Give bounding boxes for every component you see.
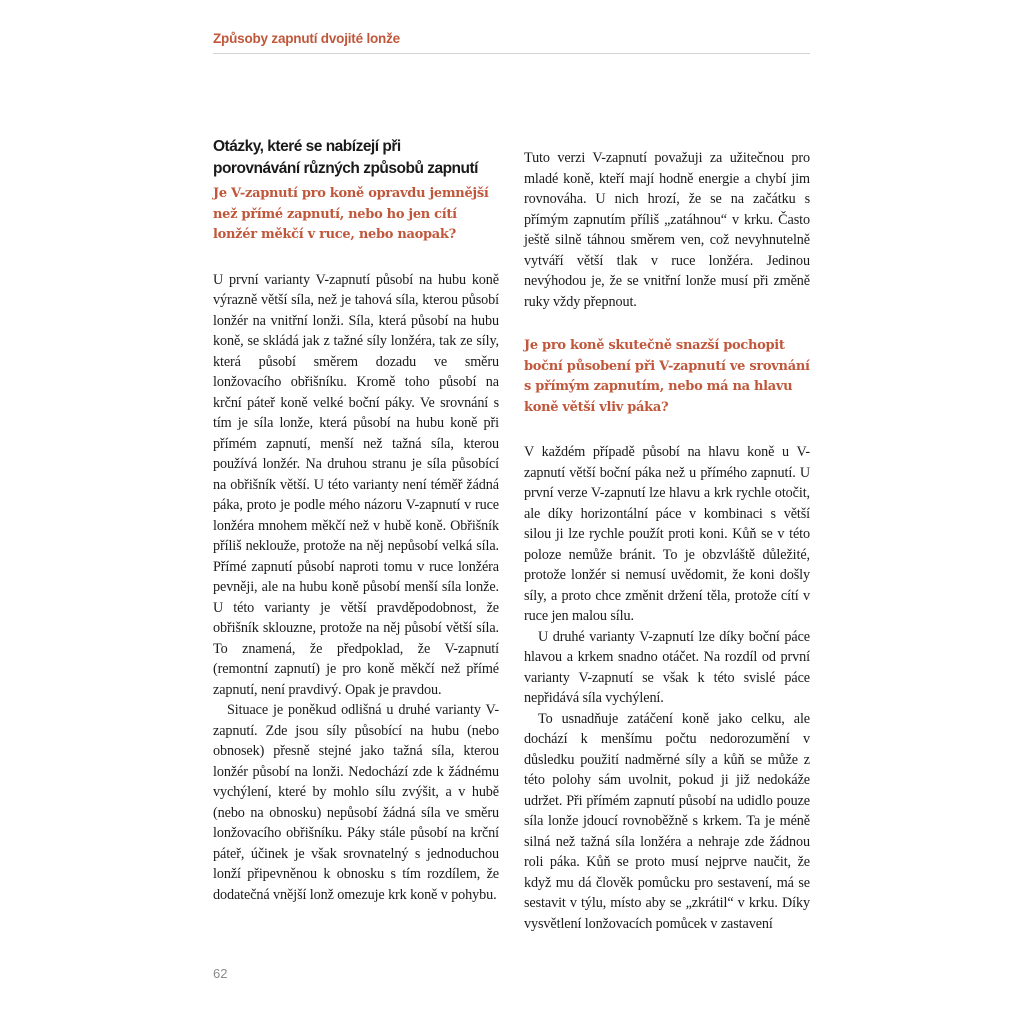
- page-number: 62: [213, 966, 228, 981]
- left-column: [213, 136, 499, 905]
- section-title-line-1: Otázky, které se nabízejí při: [213, 138, 401, 155]
- right-column: [524, 148, 810, 934]
- header-rule: [213, 53, 810, 54]
- running-header: Způsoby zapnutí dvojité lonže: [213, 31, 400, 46]
- question-heading-1: Je V-zapnutí pro koně opravdu jemnější než přímé zapnutí, nebo ho jen cítí lonžér měkčí v ruce, nebo naopak?: [213, 186, 489, 242]
- body-paragraph-1: U první varianty V-zapnutí působí na hubu koně výrazně větší síla, než je tahová síla, kterou působí lonžér na vnitřní lonži. Síla, která působí na hubu koně, se skládá jak z tažné síly lonžéra, tak ze síly, která působí směrem dozadu ve směru lonžovacího obřišníku. Kromě toho působí na krční páteř koně velké boční páky. Ve srovnání s tím je síla lonže, která působí na hubu koně při přímém zapnutí, menší než tažná síla, kterou používá lonžér. Na druhou stranu je síla působící na obřišník větší. U této varianty není téměř žádná páka, proto je podle mého názoru V-zapnutí v ruce lonžéra mnohem měkčí než v hubě koně. Obřišník příliš neklouže, protože na něj nepůsobí velká síla. Přímé zapnutí působí naproti tomu v ruce lonžéra pevněji, ale na hubu koně působí menší síla lonže. U této varianty je větší pravděpodobnost, že obřišník sklouzne, protože na něj působí větší síla. To znamená, že předpoklad, že V-zapnutí (remontní zapnutí) je pro koně měkčí než přímé zapnutí, není pravdivý. Opak je pravdou.: [213, 271, 499, 698]
- body-paragraph-2: Situace je poněkud odlišná u druhé varianty V-zapnutí. Zde jsou síly působící na hubu (nebo obnosek) přesně stejné jako tažná síla, kterou lonžér působí na lonži. Nedochází zde k žádnému vychýlení, které by mohlo sílu zvýšit, a v hubě (nebo na obnosku) nepůsobí žádná síla ve směru lonžovacího obřišníku. Páky stále působí na krční páteř, účinek je však srovnatelný s jednoduchou lonží připevněnou k obnosku s tím rozdílem, že dodatečná vnější lonž omezuje krk koně v pohybu.: [213, 702, 499, 903]
- section-title-line-2: porovnávání různých způsobů zapnutí: [213, 160, 478, 177]
- body-paragraph-3: Tuto verzi V-zapnutí považuji za užitečnou pro mladé koně, kteří mají hodně energie a chybí jim rovnováha. U nich hrozí, že se na začátku s přímým zapnutím příliš „zatáhnou“ v krku. Často ještě silně táhnou směrem ven, což nevyhnutelně vytváří větší tlak v ruce lonžéra. Jedinou nevýhodou je, že se vnitřní lonže musí při změně ruky vždy přepnout.: [524, 150, 810, 310]
- body-paragraph-4: V každém případě působí na hlavu koně u V-zapnutí větší boční páka než u přímého zapnutí. U první verze V-zapnutí lze hlavu a krk rychle otočit, ale díky horizontální páce v kombinaci s větší silou ji lze rychle použít proti koni. Kůň se v této poloze nemůže bránit. To je obzvláště důležité, protože lonžér si nemusí uvědomit, že koni došly síly, a proto chce změnit držení těla, protože cítí v ruce jen malou sílu.: [524, 444, 810, 624]
- body-paragraph-5: U druhé varianty V-zapnutí lze díky boční páce hlavou a krkem snadno otáčet. Na rozdíl od první varianty V-zapnutí se však k této svislé páce nepřidává síla vychýlení.: [524, 628, 810, 706]
- question-heading-2: Je pro koně skutečně snazší pochopit boční působení při V-zapnutí ve srovnání s přímým zapnutím, nebo má na hlavu koně větší vliv páka?: [524, 338, 810, 415]
- body-paragraph-6: To usnadňuje zatáčení koně jako celku, ale dochází k menšímu počtu nedorozumění v důsledku použití nadměrné síly a kůň se může z této polohy sám uvolnit, pokud ji již nedokáže udržet. Při přímém zapnutí působí na udidlo pouze síla lonže jdoucí rovnoběžně s krkem. Ta je méně silná než tažná síla lonžéra a nehraje zde žádnou roli páka. Kůň se proto musí nejprve naučit, že když mu dá člověk pomůcku pro sestavení, má se sestavit v týlu, místo aby se „zkrátil“ v krku. Díky vysvětlení lonžovacích pomůcek v zastavení: [524, 710, 810, 932]
- section-title: [213, 136, 499, 180]
